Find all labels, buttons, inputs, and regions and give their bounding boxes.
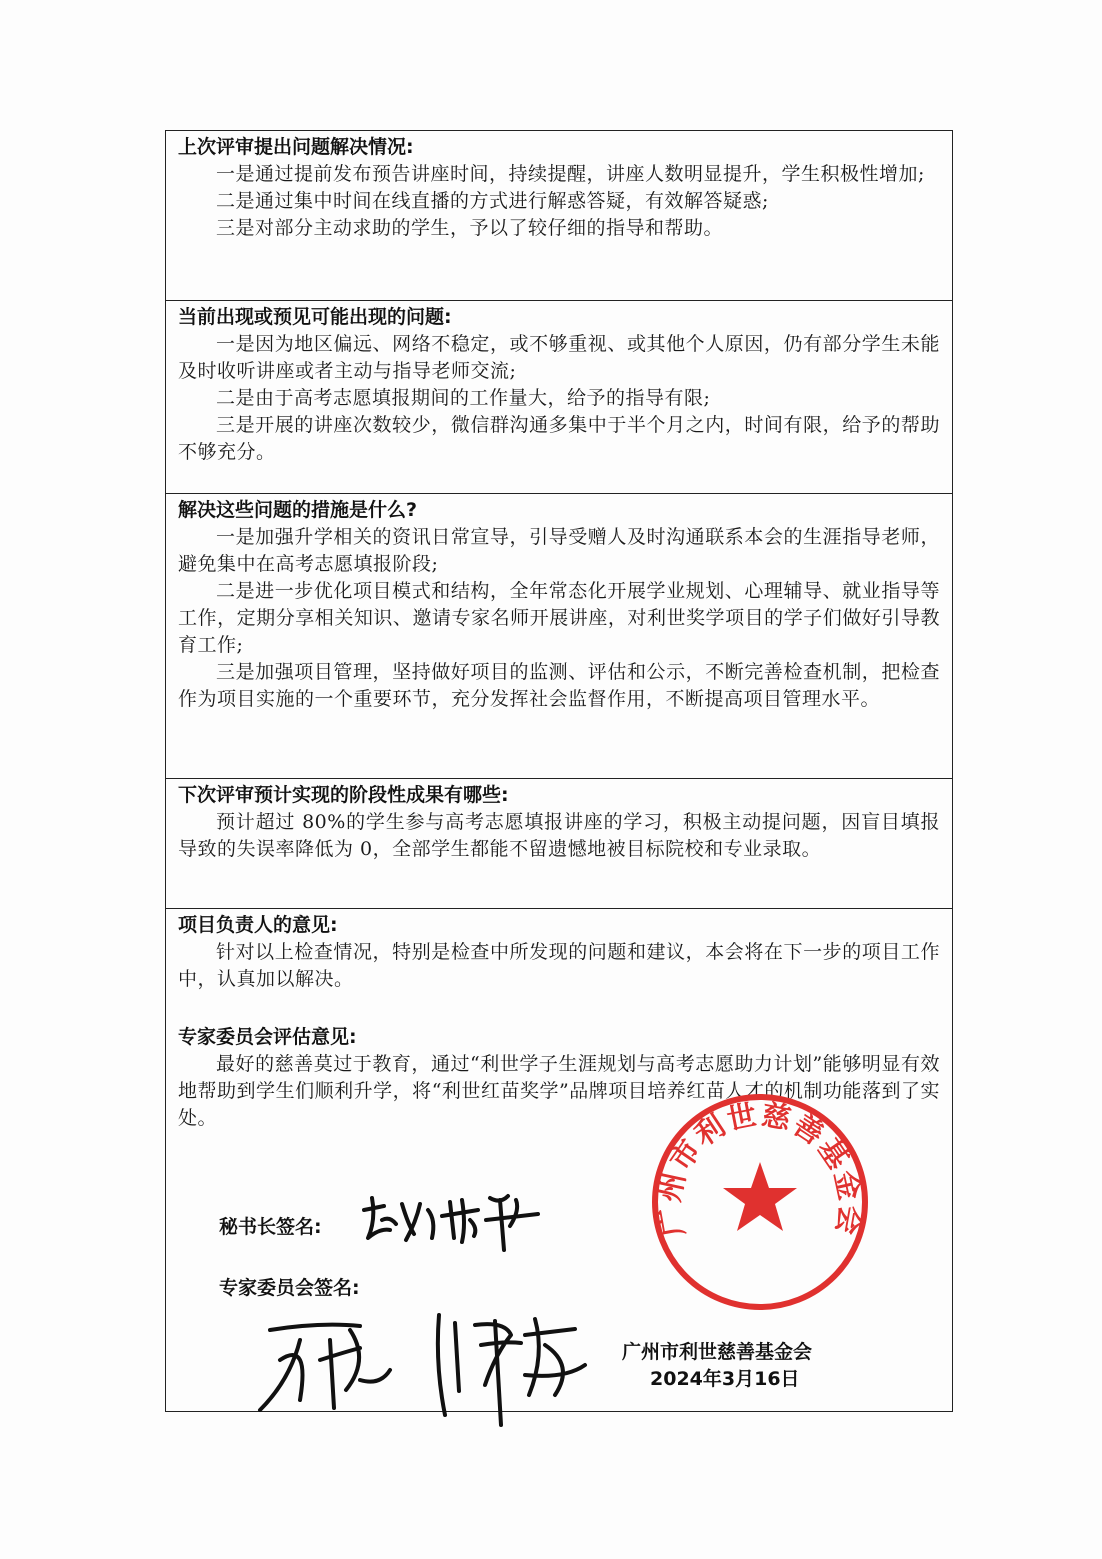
secretary-signature-label: 秘书长签名: (219, 1216, 322, 1238)
paragraph: 最好的慈善莫过于教育，通过“利世学子生涯规划与高考志愿助力计划”能够明显有效地帮助到学生们顺利升学，将“利世红苗奖学”品牌项目培养红苗人才的机制功能落到了实处。 (178, 1053, 940, 1129)
section-heading: 项目负责人的意见: (178, 914, 338, 936)
committee-signature-label: 专家委员会签名: (219, 1277, 360, 1299)
paragraph: 一是通过提前发布预告讲座时间，持续提醒，讲座人数明显提升，学生积极性增加; (216, 163, 925, 185)
svg-text:广州市利世慈善基金会: 广州市利世慈善基金会 (651, 1097, 869, 1240)
section-current-issues (166, 301, 952, 494)
paragraph: 三是开展的讲座次数较少，微信群沟通多集中于半个月之内，时间有限，给予的帮助不够充分。 (178, 414, 940, 463)
organization-name: 广州市利世慈善基金会 (622, 1341, 813, 1363)
section-next-results (166, 779, 952, 909)
committee-signature-2 (425, 1295, 595, 1435)
paragraph: 针对以上检查情况，特别是检查中所发现的问题和建议，本会将在下一步的项目工作中，认真加以解决。 (178, 941, 940, 990)
paragraph: 一是加强升学相关的资讯日常宣导，引导受赠人及时沟通联系本会的生涯指导老师，避免集中在高考志愿填报阶段; (178, 526, 940, 575)
paragraph: 三是对部分主动求助的学生，予以了较仔细的指导和帮助。 (216, 217, 724, 239)
paragraph: 二是进一步优化项目模式和结构，全年常态化开展学业规划、心理辅导、就业指导等工作，定期分享相关知识、邀请专家名师开展讲座，对利世奖学项目的学子们做好引导教育工作; (178, 580, 940, 656)
section-heading: 专家委员会评估意见: (178, 1026, 357, 1048)
secretary-signature (350, 1180, 550, 1260)
section-heading: 上次评审提出问题解决情况: (178, 136, 414, 158)
paragraph: 预计超过 80%的学生参与高考志愿填报讲座的学习，积极主动提问题，因盲目填报导致的失误率降低为 0，全部学生都能不留遗憾地被目标院校和专业录取。 (178, 811, 940, 860)
paragraph: 二是通过集中时间在线直播的方式进行解惑答疑，有效解答疑惑; (216, 190, 769, 212)
section-heading: 解决这些问题的措施是什么? (178, 499, 418, 521)
section-heading: 下次评审预计实现的阶段性成果有哪些: (178, 784, 509, 806)
signing-date: 2024年3月16日 (650, 1368, 800, 1390)
seal-star-icon (723, 1162, 797, 1231)
paragraph: 二是由于高考志愿填报期间的工作量大，给予的指导有限; (216, 387, 711, 409)
paragraph: 三是加强项目管理，坚持做好项目的监测、评估和公示，不断完善检查机制，把检查作为项目实施的一个重要环节，充分发挥社会监督作用，不断提高项目管理水平。 (178, 661, 940, 710)
foundation-seal (648, 1090, 872, 1314)
section-measures (166, 494, 952, 779)
section-heading: 当前出现或预见可能出现的问题: (178, 306, 452, 328)
paragraph: 一是因为地区偏远、网络不稳定，或不够重视、或其他个人原因，仍有部分学生未能及时收听讲座或者主动与指导老师交流; (178, 333, 940, 382)
section-previous-review (166, 131, 952, 301)
committee-signature-1 (250, 1300, 400, 1430)
